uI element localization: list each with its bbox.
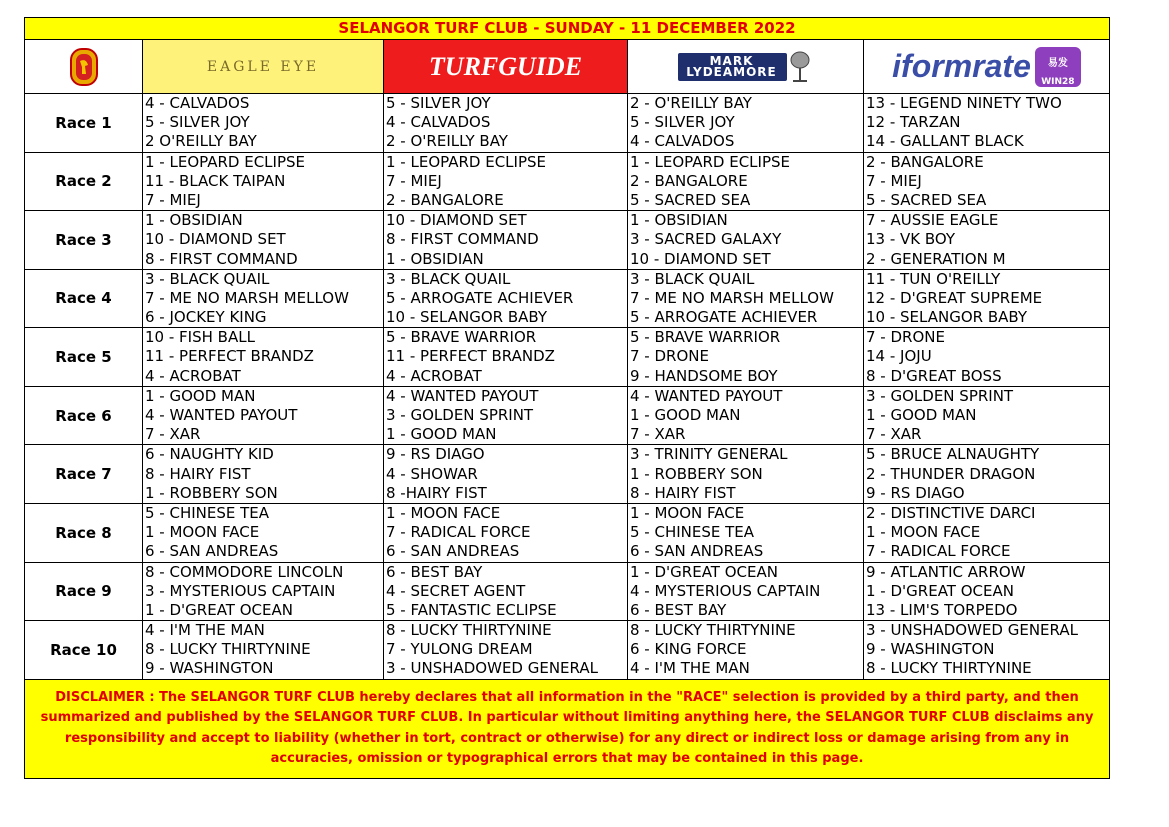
pick-entry: 1 - OBSIDIAN [386,249,484,268]
pick-entry: 6 - NAUGHTY KID [145,445,274,464]
race-row [25,269,1110,328]
race-label: Race 7 [25,445,143,504]
pick-entry: 13 - LEGEND NINETY TWO [866,94,1062,112]
pick-entry: 1 - ROBBERY SON [145,483,278,502]
pick-entry: 1 - LEOPARD ECLIPSE [145,152,305,171]
pick-entry: 4 - ACROBAT [145,366,241,385]
race-row [25,503,1110,562]
pick-entry: 5 - ARROGATE ACHIEVER [386,288,574,307]
tipster-picks [628,503,864,562]
pick-entry: 8 - LUCKY THIRTYNINE [145,640,311,659]
stc-crest-icon [69,47,99,87]
iformrate-logo-cell [864,40,1110,94]
pick-entry: 11 - PERFECT BRANDZ [386,347,555,366]
pick-entry: 7 - XAR [866,425,922,444]
microphone-icon [787,50,813,84]
pick-entry: 1 - GOOD MAN [386,425,497,444]
tipster-picks [628,94,864,153]
pick-entry: 5 - SILVER JOY [630,113,735,132]
tipster-picks [864,269,1110,328]
pick-entry: 7 - MIEJ [386,171,442,190]
pick-entry: 6 - BEST BAY [386,562,483,581]
pick-entry: 14 - GALLANT BLACK [866,132,1024,151]
pick-entry: 8 -HAIRY FIST [386,483,487,502]
tipster-picks [143,621,384,680]
pick-entry: 1 - MOON FACE [866,523,981,542]
pick-entry: 4 - WANTED PAYOUT [630,386,783,405]
tipster-picks [384,621,628,680]
race-label: Race 8 [25,503,143,562]
tipster-picks [143,152,384,211]
pick-entry: 1 - GOOD MAN [866,406,977,424]
tipster-picks [628,386,864,445]
pick-entry: 3 - SACRED GALAXY [630,230,782,249]
pick-entry: 7 - RADICAL FORCE [866,542,1011,561]
race-row [25,445,1110,504]
iformrate-logo: iformrate [892,48,1031,84]
race-row [25,386,1110,445]
tipsheet [24,17,1109,779]
pick-entry: 2 O'REILLY BAY [145,132,257,151]
pick-entry: 8 - D'GREAT BOSS [866,366,1002,385]
race-label: Race 9 [25,562,143,621]
pick-entry: 6 - SAN ANDREAS [630,542,764,561]
pick-entry: 5 - CHINESE TEA [630,523,755,542]
pick-entry: 7 - XAR [630,425,686,444]
tipster-picks [384,562,628,621]
pick-entry: 8 - LUCKY THIRTYNINE [866,659,1032,678]
pick-entry: 9 - RS DIAGO [866,483,965,502]
tipster-picks [143,386,384,445]
pick-entry: 6 - KING FORCE [630,640,747,659]
pick-entry: 4 - SECRET AGENT [386,581,526,600]
pick-entry: 10 - DIAMOND SET [145,230,286,249]
pick-entry: 3 - MYSTERIOUS CAPTAIN [145,581,336,600]
tipster-picks [143,445,384,504]
pick-entry: 8 - LUCKY THIRTYNINE [630,621,796,640]
pick-entry: 8 - FIRST COMMAND [386,230,539,249]
pick-entry: 2 - BANGALORE [866,152,984,171]
pick-entry: 5 - FANTASTIC ECLIPSE [386,600,557,619]
tipster-picks [628,152,864,211]
turfguide-logo: TURFGUIDE [428,51,583,81]
pick-entry: 7 - AUSSIE EAGLE [866,211,999,230]
pick-entry: 7 - DRONE [866,328,945,347]
pick-entry: 7 - MIEJ [866,171,922,190]
pick-entry: 10 - DIAMOND SET [630,249,771,268]
pick-entry: 4 - ACROBAT [386,366,482,385]
pick-entry: 2 - BANGALORE [386,190,504,209]
tipster-picks [384,94,628,153]
pick-entry: 1 - LEOPARD ECLIPSE [386,152,546,171]
pick-entry: 10 - SELANGOR BABY [386,308,548,327]
pick-entry: 7 - ME NO MARSH MELLOW [630,288,834,307]
page-title: SELANGOR TURF CLUB - SUNDAY - 11 DECEMBER 2022 [25,18,1110,40]
pick-entry: 9 - HANDSOME BOY [630,366,778,385]
pick-entry: 1 - ROBBERY SON [630,464,763,483]
tipster-picks [143,503,384,562]
pick-entry: 13 - VK BOY [866,230,956,249]
race-row [25,621,1110,680]
tipster-picks [384,328,628,387]
pick-entry: 8 - HAIRY FIST [630,483,736,502]
pick-entry: 8 - HAIRY FIST [145,464,251,483]
tipster-picks [384,503,628,562]
pick-entry: 6 - SAN ANDREAS [386,542,520,561]
pick-entry: 8 - FIRST COMMAND [145,249,298,268]
pick-entry: 3 - GOLDEN SPRINT [386,406,534,424]
pick-entry: 7 - MIEJ [145,190,201,209]
pick-entry: 4 - WANTED PAYOUT [386,386,539,405]
pick-entry: 3 - UNSHADOWED GENERAL [386,659,598,678]
tipster-picks [143,211,384,270]
pick-entry: 3 - TRINITY GENERAL [630,445,788,464]
tipster-picks [864,621,1110,680]
pick-entry: 2 - O'REILLY BAY [386,132,508,151]
tipster-picks [384,269,628,328]
race-row [25,328,1110,387]
race-label: Race 10 [25,621,143,680]
pick-entry: 4 - CALVADOS [630,132,735,151]
tipster-picks [864,152,1110,211]
pick-entry: 1 - D'GREAT OCEAN [630,562,778,581]
pick-entry: 1 - GOOD MAN [145,386,256,405]
tipster-picks [864,94,1110,153]
pick-entry: 5 - ARROGATE ACHIEVER [630,308,818,327]
tipster-picks [628,211,864,270]
tipster-picks [628,562,864,621]
race-label: Race 1 [25,94,143,153]
pick-entry: 5 - BRAVE WARRIOR [386,328,537,347]
pick-entry: 9 - ATLANTIC ARROW [866,562,1026,581]
pick-entry: 12 - D'GREAT SUPREME [866,288,1043,307]
pick-entry: 3 - UNSHADOWED GENERAL [866,621,1078,640]
tipster-picks [864,562,1110,621]
pick-entry: 3 - BLACK QUAIL [145,269,270,288]
tipster-picks [628,621,864,680]
race-label: Race 2 [25,152,143,211]
pick-entry: 5 - SACRED SEA [630,190,751,209]
tipster-picks [864,503,1110,562]
pick-entry: 11 - BLACK TAIPAN [145,171,286,190]
pick-entry: 4 - SHOWAR [386,464,478,483]
tipster-picks [143,328,384,387]
stc-logo-cell [25,40,143,94]
race-label: Race 5 [25,328,143,387]
tipster-picks [864,328,1110,387]
pick-entry: 1 - MOON FACE [386,503,501,522]
pick-entry: 1 - D'GREAT OCEAN [866,581,1014,600]
pick-entry: 2 - O'REILLY BAY [630,94,752,112]
pick-entry: 1 - OBSIDIAN [145,211,243,230]
pick-entry: 14 - JOJU [866,347,932,366]
pick-entry: 8 - COMMODORE LINCOLN [145,562,344,581]
disclaimer: DISCLAIMER : The SELANGOR TURF CLUB hereby declares that all information in the "RACE" selection is provided by a third party, and then summarized and published by the SELANGOR TURF CLUB. In particular without limiting anything here, the SELANGOR TURF CLUB disclaims any responsibility and accept to liability (whether in tort, contract or otherwise) for any direct or indirect loss or damage arising from any in accuracies, omission or typographical errors that may be contained in this page. [25,679,1110,778]
pick-entry: 13 - LIM'S TORPEDO [866,600,1018,619]
tipster-picks [143,269,384,328]
pick-entry: 9 - WASHINGTON [145,659,274,678]
pick-entry: 4 - WANTED PAYOUT [145,406,298,424]
pick-entry: 7 - RADICAL FORCE [386,523,531,542]
tipster-picks [628,269,864,328]
pick-entry: 3 - GOLDEN SPRINT [866,386,1014,405]
tipster-picks [143,94,384,153]
pick-entry: 2 - THUNDER DRAGON [866,464,1036,483]
pick-entry: 2 - BANGALORE [630,171,748,190]
pick-entry: 4 - CALVADOS [145,94,250,112]
pick-entry: 7 - YULONG DREAM [386,640,533,659]
tipster-picks [143,562,384,621]
tipster-picks [384,152,628,211]
pick-entry: 9 - WASHINGTON [866,640,995,659]
pick-entry: 5 - SACRED SEA [866,190,987,209]
pick-entry: 12 - TARZAN [866,113,961,132]
pick-entry: 1 - MOON FACE [145,523,260,542]
eagle-eye-logo-cell [143,40,384,94]
race-row [25,211,1110,270]
pick-entry: 1 - OBSIDIAN [630,211,728,230]
pick-entry: 4 - I'M THE MAN [630,659,750,678]
pick-entry: 10 - FISH BALL [145,328,255,347]
pick-entry: 2 - DISTINCTIVE DARCI [866,503,1036,522]
tipster-picks [384,386,628,445]
race-label: Race 6 [25,386,143,445]
mark-lydeamore-logo-cell [628,40,864,94]
tipster-picks [384,445,628,504]
pick-entry: 1 - MOON FACE [630,503,745,522]
race-row [25,562,1110,621]
pick-entry: 4 - MYSTERIOUS CAPTAIN [630,581,821,600]
pick-entry: 5 - CHINESE TEA [145,503,270,522]
race-row [25,152,1110,211]
pick-entry: 4 - CALVADOS [386,113,491,132]
pick-entry: 8 - LUCKY THIRTYNINE [386,621,552,640]
pick-entry: 2 - GENERATION M [866,249,1006,268]
tipster-picks [864,211,1110,270]
pick-entry: 3 - BLACK QUAIL [386,269,511,288]
pick-entry: 7 - DRONE [630,347,709,366]
pick-entry: 1 - LEOPARD ECLIPSE [630,152,790,171]
pick-entry: 5 - SILVER JOY [386,94,491,112]
pick-entry: 5 - BRAVE WARRIOR [630,328,781,347]
pick-entry: 1 - GOOD MAN [630,406,741,424]
tipster-picks [628,445,864,504]
tipster-picks [864,445,1110,504]
mark-lydeamore-logo: MARK LYDEAMORE [678,53,787,81]
win28-badge: 易发 WIN28 [1035,47,1081,87]
pick-entry: 10 - SELANGOR BABY [866,308,1028,327]
pick-entry: 5 - SILVER JOY [145,113,250,132]
pick-entry: 6 - JOCKEY KING [145,308,267,327]
pick-entry: 11 - TUN O'REILLY [866,269,1001,288]
pick-entry: 6 - SAN ANDREAS [145,542,279,561]
tips-table [24,17,1110,779]
pick-entry: 10 - DIAMOND SET [386,211,527,230]
tipster-picks [864,386,1110,445]
pick-entry: 5 - BRUCE ALNAUGHTY [866,445,1040,464]
tipster-picks [384,211,628,270]
pick-entry: 7 - XAR [145,425,201,444]
pick-entry: 9 - RS DIAGO [386,445,485,464]
pick-entry: 4 - I'M THE MAN [145,621,265,640]
pick-entry: 7 - ME NO MARSH MELLOW [145,288,349,307]
pick-entry: 1 - D'GREAT OCEAN [145,600,293,619]
race-row [25,94,1110,153]
eagle-eye-logo: EAGLE EYE [206,58,320,75]
pick-entry: 11 - PERFECT BRANDZ [145,347,314,366]
pick-entry: 3 - BLACK QUAIL [630,269,755,288]
tipster-picks [628,328,864,387]
pick-entry: 6 - BEST BAY [630,600,727,619]
race-label: Race 3 [25,211,143,270]
race-label: Race 4 [25,269,143,328]
turfguide-logo-cell [384,40,628,94]
